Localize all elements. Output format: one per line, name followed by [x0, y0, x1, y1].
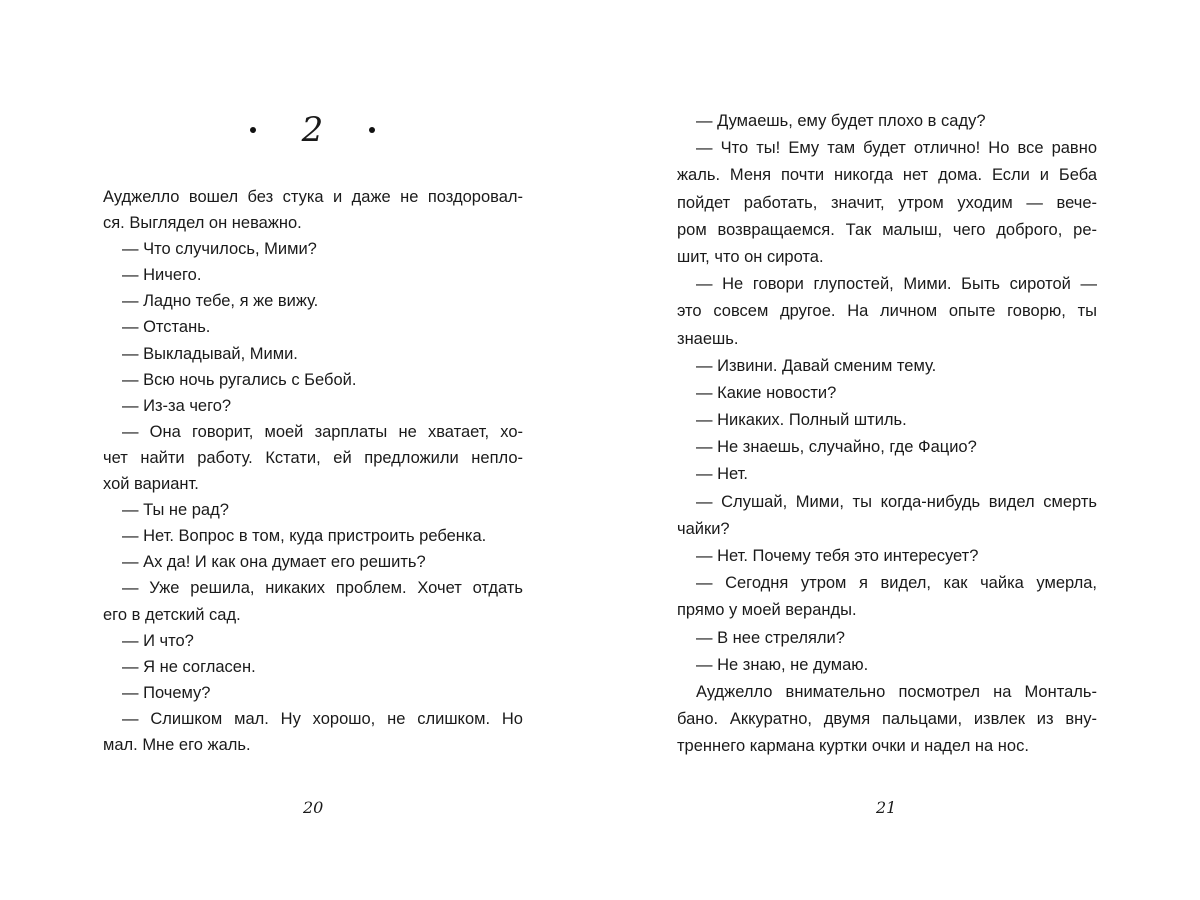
text-line: — Извини. Давай сменим тему.: [696, 356, 937, 375]
text-line: — Я не согласен.: [122, 657, 256, 676]
bullet-ornament: [369, 127, 375, 133]
text-line: — Что случилось, Мими?: [122, 240, 317, 259]
text-line: — Думаешь, ему будет плохо в саду?: [696, 112, 986, 130]
right-page-text: [677, 108, 1097, 761]
text-line: — Ничего.: [122, 266, 202, 285]
text-line: — Не знаю, не думаю.: [696, 655, 869, 674]
text-line: — Что ты! Ему там будет отлично! Но все равно: [696, 139, 1097, 158]
text-line: ся. Выглядел он неважно.: [103, 214, 302, 233]
text-line: пойдет работать, значит, утром уходим — вече-: [677, 193, 1097, 212]
text-line: — Из-за чего?: [122, 396, 232, 415]
text-line: — Ладно тебе, я же вижу.: [122, 292, 319, 311]
text-line: — Отстань.: [122, 318, 211, 337]
page-number-right: 21: [876, 798, 897, 817]
text-line: — Нет. Вопрос в том, куда пристроить ребенка.: [122, 527, 487, 546]
text-line: — Почему?: [122, 683, 211, 702]
chapter-heading: [250, 110, 375, 150]
text-line: — Ах да! И как она думает его решить?: [122, 553, 426, 572]
text-line: хой вариант.: [103, 475, 199, 494]
text-line: знаешь.: [677, 329, 739, 348]
text-line: — Сегодня утром я видел, как чайка умерла,: [696, 574, 1097, 593]
bullet-ornament: [250, 127, 256, 133]
text-line: — Нет. Почему тебя это интересует?: [696, 547, 979, 565]
text-line: — Слишком мал. Ну хорошо, не слишком. Но: [122, 709, 523, 728]
text-line: — Не знаешь, случайно, где Фацио?: [696, 438, 977, 457]
text-line: чайки?: [677, 519, 730, 538]
text-line: чет найти работу. Кстати, ей предложили непло-: [103, 448, 523, 467]
text-line: — Не говори глупостей, Мими. Быть сиротой —: [696, 275, 1097, 294]
text-line: шит, что он сирота.: [677, 247, 824, 266]
text-line: бано. Аккуратно, двумя пальцами, извлек из вну-: [677, 710, 1097, 729]
text-line: — Всю ночь ругались с Бебой.: [122, 370, 357, 389]
text-line: — Ты не рад?: [122, 501, 229, 520]
text-line: — Никаких. Полный штиль.: [696, 411, 907, 430]
text-line: — Выкладывай, Мими.: [122, 344, 298, 363]
text-line: — Уже решила, никаких проблем. Хочет отдать: [122, 579, 523, 598]
text-line: прямо у моей веранды.: [677, 601, 857, 620]
text-line: это совсем другое. На личном опыте говорю, ты: [677, 302, 1097, 321]
text-line: ром возвращаемся. Так малыш, чего доброго, ре-: [677, 220, 1097, 239]
text-line: Ауджелло вошел без стука и даже не поздоровал-: [103, 188, 523, 206]
text-line: — Слушай, Мими, ты когда-нибудь видел смерть: [696, 492, 1097, 511]
text-line: мал. Мне его жаль.: [103, 735, 251, 754]
text-line: — Она говорит, моей зарплаты не хватает, хо-: [122, 422, 523, 441]
text-line: — Какие новости?: [696, 383, 837, 402]
text-line: — Нет.: [696, 465, 748, 484]
page-number-left: 20: [303, 798, 324, 817]
left-page-text: [103, 184, 523, 758]
chapter-number: 2: [301, 110, 324, 150]
text-line: — И что?: [122, 631, 194, 650]
text-line: — В нее стреляли?: [696, 628, 845, 647]
text-line: треннего кармана куртки очки и надел на нос.: [677, 737, 1029, 756]
text-line: его в детский сад.: [103, 605, 241, 624]
text-line: Ауджелло внимательно посмотрел на Монталь-: [696, 682, 1097, 701]
text-line: жаль. Меня почти никогда нет дома. Если и Беба: [677, 166, 1097, 185]
